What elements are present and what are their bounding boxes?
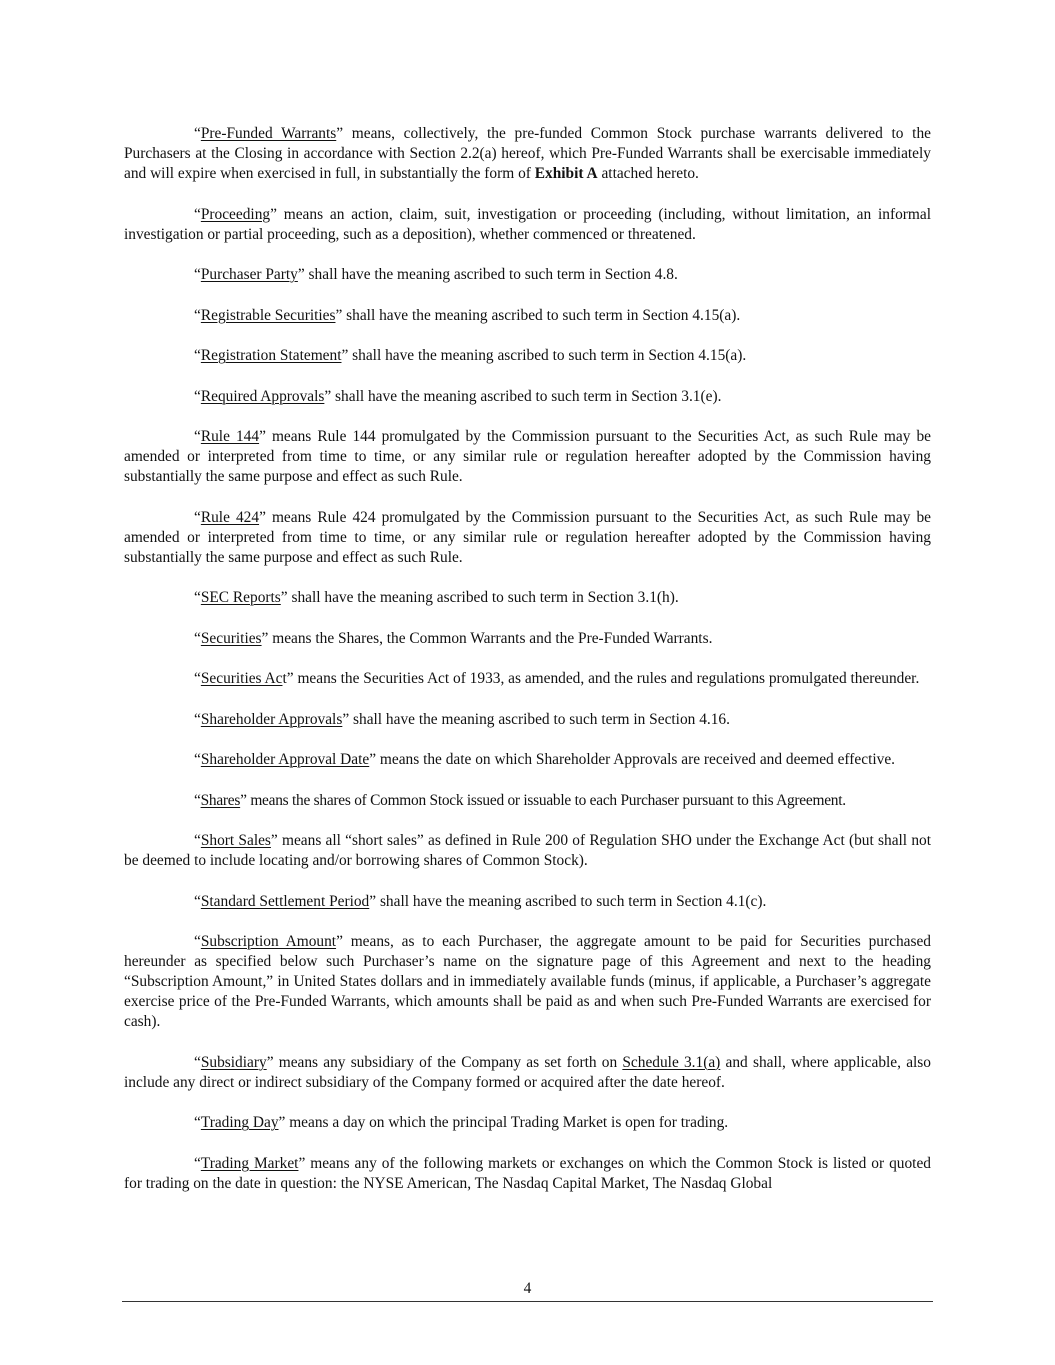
- definition-subsidiary: “Subsidiary” means any subsidiary of the Company as set forth on Schedule 3.1(a) and shall, where applicable, also include any direct or indirect subsidiary of the Company formed or acquired after the date hereof.: [124, 1053, 931, 1091]
- definition-shares: “Shares” means the shares of Common Stock issued or issuable to each Purchaser pursuant to this Agreement.: [194, 791, 846, 809]
- definition-required-approvals: “Required Approvals” shall have the meaning ascribed to such term in Section 3.1(e).: [194, 387, 722, 405]
- term-securities: Securities: [200, 629, 262, 647]
- footer-divider: [122, 1301, 933, 1302]
- definition-trading-day: “Trading Day” means a day on which the principal Trading Market is open for trading.: [194, 1114, 729, 1131]
- document-page: [124, 124, 931, 1214]
- term-rule-424: Rule 424: [200, 508, 260, 526]
- definition-purchaser-party: “Purchaser Party” shall have the meaning ascribed to such term in Section 4.8.: [194, 266, 678, 283]
- term-pre-funded-warrants: Pre-Funded Warrants: [200, 125, 337, 142]
- definition-shareholder-approval-date: “Shareholder Approval Date” means the date on which Shareholder Approvals are received and deemed effective.: [194, 751, 895, 768]
- term-shares: Shares: [200, 791, 241, 809]
- term-shareholder-approval-date: Shareholder Approval Date: [200, 751, 370, 768]
- definition-securities: “Securities” means the Shares, the Common Warrants and the Pre-Funded Warrants.: [194, 629, 713, 647]
- term-purchaser-party: Purchaser Party: [200, 266, 298, 283]
- term-proceeding: Proceeding: [200, 205, 271, 223]
- page-number: 4: [523, 1280, 532, 1297]
- term-registrable-securities: Registrable Securities: [200, 306, 336, 324]
- definition-registration-statement: “Registration Statement” shall have the meaning ascribed to such term in Section 4.15(a).: [194, 347, 747, 364]
- term-rule-144: Rule 144: [200, 428, 260, 445]
- definition-short-sales: “Short Sales” means all “short sales” as defined in Rule 200 of Regulation SHO under the Exchange Act (but shall not be deemed to include locating and/or borrowing shares of Common Stock).: [124, 832, 931, 869]
- definition-subscription-amount: “Subscription Amount” means, as to each Purchaser, the aggregate amount to be paid for Securities purchased hereunder as specified below such Purchaser’s name on the signature page of this Agreement and next to the heading “Subscription Amount,” in United States dollars and in immediately available funds (minus, if applicable, a Purchaser’s aggregate exercise price of the Pre-Funded Warrants, which amounts shall be paid as and when such Pre-Funded Warrants are exercised for cash).: [124, 933, 931, 1030]
- term-trading-market: Trading Market: [200, 1154, 299, 1172]
- definition-registrable-securities: “Registrable Securities” shall have the meaning ascribed to such term in Section 4.15(a).: [194, 306, 741, 324]
- definition-rule-424: “Rule 424” means Rule 424 promulgated by the Commission pursuant to the Securities Act, as such Rule may be amended or interpreted from time to time, or any similar rule or regulation hereafter adopted by the Commission having substantially the same purpose and effect as such Rule.: [124, 508, 931, 566]
- term-securities-act: Securities Ac: [200, 670, 283, 687]
- term-subsidiary: Subsidiary: [200, 1053, 267, 1071]
- definition-sec-reports: “SEC Reports” shall have the meaning ascribed to such term in Section 3.1(h).: [194, 589, 679, 606]
- definition-pre-funded-warrants: “Pre-Funded Warrants” means, collectively, the pre-funded Common Stock purchase warrants delivered to the Purchasers at the Closing in accordance with Section 2.2(a) hereof, which Pre-Funded Warrants shall be exercisable immediately and will expire when exercised in full, in substantially the form of Exhibit A attached hereto.: [124, 125, 931, 182]
- exhibit-a-reference: Exhibit A: [534, 165, 598, 182]
- schedule-reference: Schedule 3.1(a): [622, 1053, 721, 1071]
- definition-securities-act: “Securities Act” means the Securities Act of 1933, as amended, and the rules and regulations promulgated thereunder.: [194, 670, 920, 687]
- term-short-sales: Short Sales: [200, 832, 271, 849]
- term-trading-day: Trading Day: [200, 1114, 279, 1131]
- term-shareholder-approvals: Shareholder Approvals: [200, 710, 343, 728]
- term-required-approvals: Required Approvals: [200, 387, 325, 405]
- term-registration-statement: Registration Statement: [200, 347, 342, 364]
- definition-trading-market: “Trading Market” means any of the following markets or exchanges on which the Common Stock is listed or quoted for trading on the date in question: the NYSE American, The Nasdaq Capital Market, The Nasdaq Global: [124, 1154, 931, 1192]
- definition-proceeding: “Proceeding” means an action, claim, suit, investigation or proceeding (including, without limitation, an informal investigation or partial proceeding, such as a deposition), whether commenced or threatened.: [124, 205, 931, 243]
- definition-rule-144: “Rule 144” means Rule 144 promulgated by the Commission pursuant to the Securities Act, as such Rule may be amended or interpreted from time to time, or any similar rule or regulation hereafter adopted by the Commission having substantially the same purpose and effect as such Rule.: [124, 428, 931, 485]
- definition-standard-settlement-period: “Standard Settlement Period” shall have the meaning ascribed to such term in Section 4.1(c).: [194, 892, 767, 910]
- term-subscription-amount: Subscription Amount: [200, 933, 337, 950]
- definition-shareholder-approvals: “Shareholder Approvals” shall have the meaning ascribed to such term in Section 4.16.: [194, 710, 730, 728]
- term-standard-settlement-period: Standard Settlement Period: [200, 892, 370, 910]
- term-sec-reports: SEC Reports: [200, 589, 281, 606]
